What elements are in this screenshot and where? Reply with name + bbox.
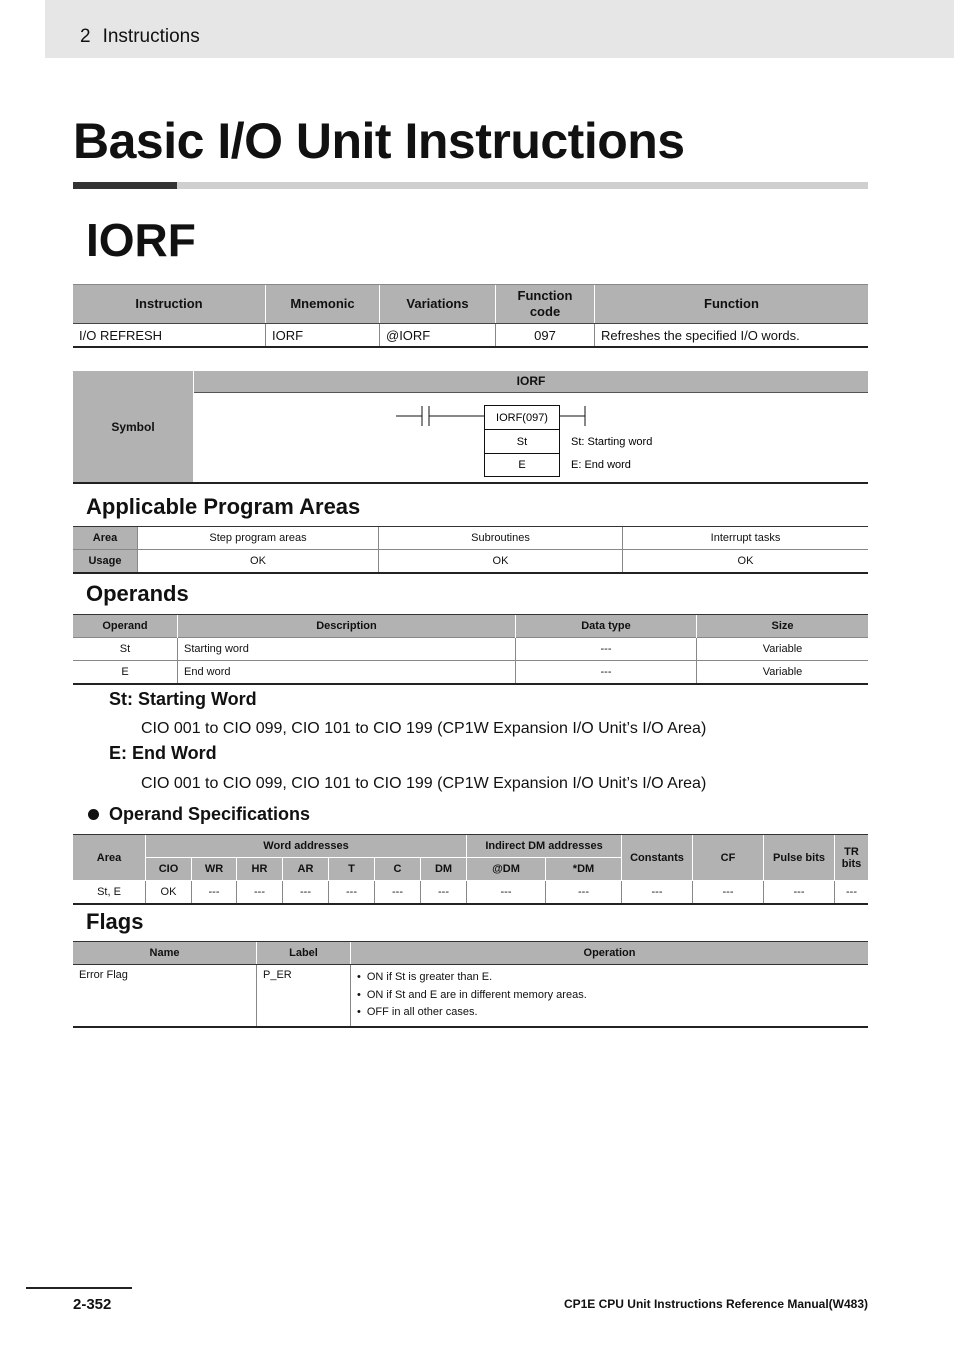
th-t: T: [329, 858, 375, 881]
th-operation: Operation: [351, 942, 869, 965]
size-cell: Variable: [697, 638, 869, 661]
operands-table: [73, 614, 868, 685]
title-rule-dark: [73, 182, 177, 189]
cell-function-code: 097: [496, 324, 595, 348]
symbol-box: [73, 371, 868, 484]
operand-cell: St: [73, 638, 178, 661]
spec-cell-t: ---: [329, 881, 375, 905]
usage-step: OK: [138, 550, 379, 574]
section-title-flags: Flags: [86, 909, 144, 934]
flag-operation: [351, 965, 869, 1027]
operand-desc-st: St: Starting word: [571, 436, 653, 448]
th-at-dm: @DM: [467, 858, 546, 881]
block-operand-e: E: [518, 459, 526, 471]
mnemonic-title: IORF: [86, 214, 196, 266]
spec-cell-tr-bits: ---: [835, 881, 869, 905]
spec-cell-hr: ---: [237, 881, 283, 905]
flags-table: [73, 941, 868, 1028]
operation-list: [357, 969, 862, 1022]
th-cio: CIO: [146, 858, 192, 881]
ladder-diagram: [73, 371, 868, 482]
spec-cell-cf: ---: [693, 881, 764, 905]
usage-subroutines: OK: [379, 550, 623, 574]
list-item: • ON if St is greater than E.: [357, 969, 862, 987]
cell-mnemonic: IORF: [266, 324, 380, 348]
cell-instruction: I/O REFRESH: [73, 324, 266, 348]
spec-cell-at-dm: ---: [467, 881, 546, 905]
th-c: C: [375, 858, 421, 881]
block-title: IORF(097): [496, 412, 548, 424]
th-function: Function: [595, 285, 869, 324]
th-wr: WR: [192, 858, 237, 881]
th-function-code: Function code: [496, 285, 595, 324]
cell-function: Refreshes the specified I/O words.: [595, 324, 869, 348]
symbol-heading: IORF: [194, 371, 868, 393]
th-ar: AR: [283, 858, 329, 881]
chapter-number: 2: [80, 26, 91, 47]
chapter-header: [80, 26, 212, 48]
usage-label: Usage: [73, 550, 138, 574]
data-type-cell: ---: [516, 638, 697, 661]
th-data-type: Data type: [516, 615, 697, 638]
operand-desc-e: E: End word: [571, 459, 631, 471]
footer-rule: [26, 1287, 132, 1289]
usage-interrupt: OK: [623, 550, 869, 574]
th-constants: Constants: [622, 835, 693, 881]
th-dm: DM: [421, 858, 467, 881]
section-title-operands: Operands: [86, 581, 189, 606]
spec-cell-c: ---: [375, 881, 421, 905]
th-operand: Operand: [73, 615, 178, 638]
th-pulse-bits: Pulse bits: [764, 835, 835, 881]
th-word-addresses: Word addresses: [146, 835, 467, 858]
title-rule-light: [177, 182, 868, 189]
spec-cell-dm: ---: [421, 881, 467, 905]
block-operand-st: St: [516, 436, 528, 448]
area-label: Area: [73, 527, 138, 550]
flag-name: Error Flag: [73, 965, 257, 1027]
description-cell: End word: [178, 661, 516, 685]
th-cf: CF: [693, 835, 764, 881]
spec-cell-pulse-bits: ---: [764, 881, 835, 905]
area-subroutines: Subroutines: [379, 527, 623, 550]
th-mnemonic: Mnemonic: [266, 285, 380, 324]
subsection-title-e: E: End Word: [109, 743, 217, 763]
th-instruction: Instruction: [73, 285, 266, 324]
flag-label: P_ER: [257, 965, 351, 1027]
page-title: Basic I/O Unit Instructions: [73, 113, 685, 169]
th-hr: HR: [237, 858, 283, 881]
spec-cell-star-dm: ---: [546, 881, 622, 905]
th-size: Size: [697, 615, 869, 638]
table-row: [73, 965, 868, 1027]
spec-cell-ar: ---: [283, 881, 329, 905]
th-variations: Variations: [380, 285, 496, 324]
th-indirect-dm: Indirect DM addresses: [467, 835, 622, 858]
symbol-label: Symbol: [73, 371, 193, 482]
th-name: Name: [73, 942, 257, 965]
area-step: Step program areas: [138, 527, 379, 550]
cell-variations: @IORF: [380, 324, 496, 348]
th-description: Description: [178, 615, 516, 638]
operand-cell: E: [73, 661, 178, 685]
st-description: CIO 001 to CIO 099, CIO 101 to CIO 199 (CP1W Expansion I/O Unit’s I/O Area): [141, 720, 707, 737]
th-area: Area: [73, 835, 146, 881]
size-cell: Variable: [697, 661, 869, 685]
description-cell: Starting word: [178, 638, 516, 661]
spec-cell-constants: ---: [622, 881, 693, 905]
table-row: [73, 881, 868, 905]
spec-cell-cio: OK: [146, 881, 192, 905]
subsection-title-operand-specs: Operand Specifications: [109, 804, 311, 824]
table-row: [73, 661, 868, 685]
list-item: • OFF in all other cases.: [357, 1004, 862, 1022]
applicable-areas-table: [73, 526, 868, 574]
data-type-cell: ---: [516, 661, 697, 685]
table-row: [73, 638, 868, 661]
area-interrupt: Interrupt tasks: [623, 527, 869, 550]
spec-cell-wr: ---: [192, 881, 237, 905]
th-star-dm: *DM: [546, 858, 622, 881]
manual-title: CP1E CPU Unit Instructions Reference Manual(W483): [563, 1297, 868, 1311]
instruction-table: [73, 284, 868, 348]
th-label: Label: [257, 942, 351, 965]
spec-cell-area: St, E: [73, 881, 146, 905]
section-title-applicable-areas: Applicable Program Areas: [86, 494, 361, 519]
e-description: CIO 001 to CIO 099, CIO 101 to CIO 199 (CP1W Expansion I/O Unit’s I/O Area): [141, 775, 707, 792]
th-tr-bits: TR bits: [835, 835, 869, 881]
chapter-title: Instructions: [102, 26, 200, 47]
bullet-icon: [88, 809, 99, 820]
subsection-title-st: St: Starting Word: [109, 689, 257, 709]
list-item: • ON if St and E are in different memory areas.: [357, 987, 862, 1005]
operand-specs-table: [73, 834, 868, 905]
page-number: 2-352: [73, 1296, 112, 1313]
